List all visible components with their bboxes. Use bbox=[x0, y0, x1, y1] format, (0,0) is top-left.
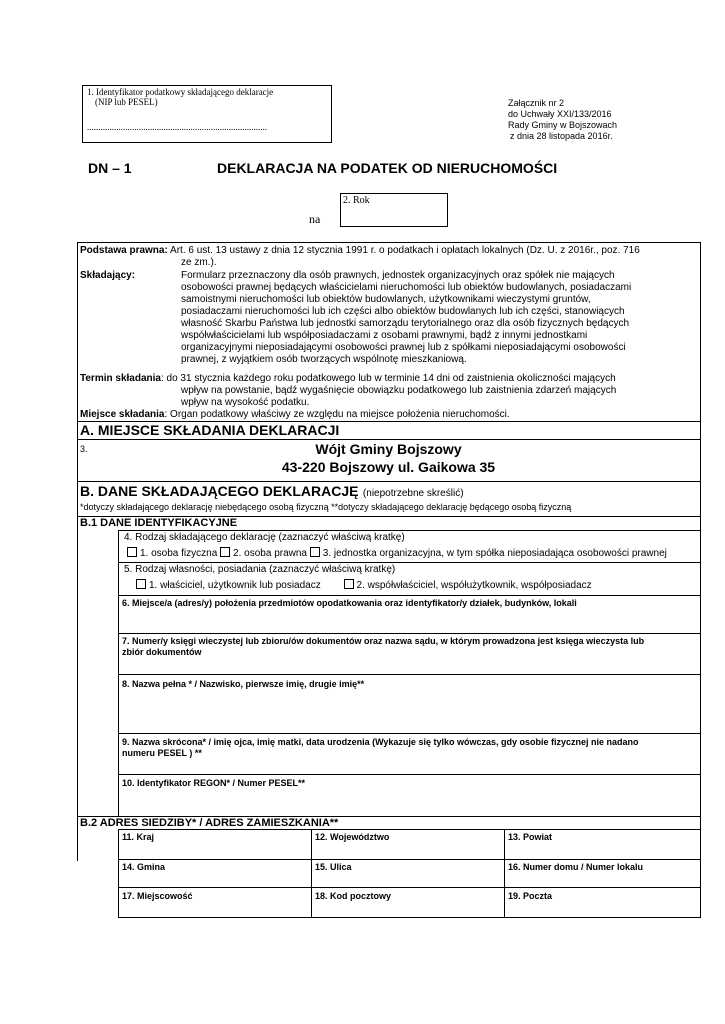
field-10-input[interactable] bbox=[119, 791, 699, 815]
field-5-bottom bbox=[118, 595, 701, 596]
field-9-bottom bbox=[118, 774, 701, 775]
section-b-heading bbox=[80, 483, 464, 502]
deadline bbox=[80, 373, 616, 385]
year-prefix: na bbox=[309, 212, 321, 226]
form-title: DEKLARACJA NA PODATEK OD NIERUCHOMOŚCI bbox=[217, 160, 558, 176]
legal-basis-cont: ze zm.). bbox=[181, 257, 217, 268]
option-label: 3. jednostka organizacyjna, w tym spółka nieposiadająca osobowości prawnej bbox=[322, 548, 667, 559]
section-a-title: A. MIEJSCE SKŁADANIA DEKLARACJI bbox=[80, 422, 340, 438]
field-9-label bbox=[122, 737, 639, 759]
b1-title-bottom bbox=[118, 530, 701, 531]
year-label: 2. Rok bbox=[343, 195, 370, 206]
checkbox-icon[interactable] bbox=[344, 579, 354, 589]
legal-basis-text: Art. 6 ust. 13 ustawy z dnia 12 stycznia 1991 r. o podatkach i opłatach lokalnych (Dz. U. z 2016r., poz. 716 bbox=[170, 245, 640, 256]
section-b-title: B. DANE SKŁADAJĄCEGO DEKLARACJĘ bbox=[80, 483, 359, 499]
legal-basis bbox=[80, 245, 640, 257]
field-6-input[interactable] bbox=[119, 610, 699, 632]
filer-line: Formularz przeznaczony dla osób prawnych, jednostek organizacyjnych oraz spółek nie mających bbox=[181, 270, 615, 281]
field-9-line: numeru PESEL ) ** bbox=[122, 748, 202, 758]
filer-line: posiadaczami nieruchomości lub ich części albo obiektów budowlanych lub ich części, stanowiących bbox=[181, 306, 625, 317]
field-commune[interactable]: 14. Gmina bbox=[122, 862, 166, 872]
field-7-label bbox=[122, 636, 644, 658]
option-label: 2. współwłaściciel, współużytkownik, współposiadacz bbox=[356, 580, 592, 591]
submission-place-text: : Organ podatkowy właściwy ze względu na miejsce położenia nieruchomości. bbox=[164, 409, 510, 420]
attachment-line-4: z dnia 28 listopada 2016r. bbox=[510, 131, 613, 141]
attachment-note bbox=[508, 98, 617, 142]
checkbox-icon[interactable] bbox=[310, 547, 320, 557]
deadline-line: wpływ na powstanie, bądź wygaśnięcie obowiązku podatkowego lub zaistnienia zdarzeń mających bbox=[181, 385, 617, 396]
field-voivodeship[interactable]: 12. Województwo bbox=[315, 832, 390, 842]
field-9-input[interactable] bbox=[119, 760, 699, 773]
filer-line: samoistnymi nieruchomości lub obiektów budowlanych, użytkownikami wieczystymi gruntów, bbox=[181, 294, 591, 305]
section-b-top bbox=[77, 481, 701, 482]
table-left-border bbox=[77, 242, 78, 861]
option-organizational-unit[interactable] bbox=[310, 548, 667, 559]
field-7-line: 7. Numer/y księgi wieczystej lub zbioru/ów dokumentów oraz nazwa sądu, w którym prowadzona jest księga wieczysta lub bbox=[122, 636, 645, 646]
b2-row-divider-1 bbox=[118, 859, 701, 860]
office-name: Wójt Gminy Bojszowy bbox=[315, 441, 462, 457]
filer-line: współwłaścicielami lub współposiadaczami z osobami prawnymi, bądź z innymi jednostkami bbox=[181, 330, 588, 341]
field-8-label: 8. Nazwa pełna * / Nazwisko, pierwsze imię, drugie imię** bbox=[122, 679, 365, 689]
legal-basis-label: Podstawa prawna: bbox=[80, 245, 168, 256]
checkbox-icon[interactable] bbox=[127, 547, 137, 557]
attachment-line-1: Załącznik nr 2 bbox=[508, 98, 565, 108]
section-b-note: (niepotrzebne skreślić) bbox=[362, 488, 464, 499]
b2-col-divider-1 bbox=[311, 829, 312, 918]
section-a-num: 3. bbox=[80, 444, 88, 454]
deadline-line: wpływ na wysokość podatku. bbox=[181, 397, 310, 408]
deadline-cont bbox=[181, 385, 616, 409]
field-country[interactable]: 11. Kraj bbox=[122, 832, 155, 842]
field-house-number[interactable]: 16. Numer domu / Numer lokalu bbox=[508, 862, 644, 872]
field-postal-code[interactable]: 18. Kod pocztowy bbox=[315, 891, 392, 901]
attachment-line-3: Rady Gminy w Bojszowach bbox=[508, 120, 618, 130]
taxpayer-id-sublabel: (NIP lub PESEL) bbox=[95, 97, 158, 107]
option-label: 1. osoba fizyczna bbox=[140, 548, 218, 559]
option-natural-person[interactable] bbox=[127, 548, 217, 559]
field-7-line: zbiór dokumentów bbox=[122, 647, 202, 657]
deadline-text: : do 31 stycznia każdego roku podatkowego lub w terminie 14 dni od zaistnienia okoliczności mających bbox=[160, 373, 616, 384]
filer-line: własność Skarbu Państwa lub jednostki samorządu terytorialnego oraz dla osób fizycznych będących bbox=[181, 318, 630, 329]
submission-place bbox=[80, 409, 510, 421]
b2-col-divider-2 bbox=[504, 829, 505, 918]
field-locality[interactable]: 17. Miejscowość bbox=[122, 891, 193, 901]
option-owner[interactable] bbox=[136, 580, 321, 591]
filer-line: osobowości prawnej będących właścicielami nieruchomości lub obiektów budowlanych, posiadaczami bbox=[181, 282, 632, 293]
field-8-input[interactable] bbox=[119, 692, 699, 732]
section-b-footnote: *dotyczy składającego deklarację niebędącego osobą fizyczną **dotyczy składającego deklarację będącego osobą fizyczną bbox=[80, 502, 572, 512]
filer-line: prawnej, z wyjątkiem osób tworzących wspólnotę mieszkaniową. bbox=[181, 354, 467, 365]
b2-row-divider-2 bbox=[118, 887, 701, 888]
option-co-owner[interactable] bbox=[344, 580, 592, 591]
b2-bottom bbox=[118, 917, 701, 918]
field-9-line: 9. Nazwa skrócona* / imię ojca, imię matki, data urodzenia (Wykazuje się tylko wówczas, gdy osobie fizycznej nie nadano bbox=[122, 737, 639, 747]
deadline-label: Termin składania bbox=[80, 373, 161, 384]
field-5-options bbox=[136, 579, 592, 592]
checkbox-icon[interactable] bbox=[220, 547, 230, 557]
filer-text bbox=[181, 270, 699, 366]
filer-line: organizacyjnymi nieposiadającymi osobowości prawnej lub z spółkami nieposiadającymi osobowości bbox=[181, 342, 626, 353]
field-street[interactable]: 15. Ulica bbox=[315, 862, 352, 872]
option-label: 2. osoba prawna bbox=[233, 548, 307, 559]
field-post-office[interactable]: 19. Poczta bbox=[508, 891, 553, 901]
taxpayer-id-label: 1. Identyfikator podatkowy składającego deklaracje bbox=[87, 87, 274, 97]
field-county[interactable]: 13. Powiat bbox=[508, 832, 553, 842]
option-legal-person[interactable] bbox=[220, 548, 307, 559]
field-8-bottom bbox=[118, 733, 701, 734]
submission-place-label: Miejsce składania bbox=[80, 409, 165, 420]
b2-inner-border bbox=[118, 829, 119, 918]
office-address: 43-220 Bojszowy ul. Gaikowa 35 bbox=[281, 459, 496, 475]
field-5-label: 5. Rodzaj własności, posiadania (zaznaczyć właściwą kratkę) bbox=[124, 564, 396, 575]
field-7-input[interactable] bbox=[119, 660, 699, 673]
b2-title: B.2 ADRES SIEDZIBY* / ADRES ZAMIESZKANIA** bbox=[80, 817, 339, 829]
form-code: DN – 1 bbox=[88, 160, 132, 176]
intro-top-border bbox=[77, 242, 701, 243]
filer-label: Składający: bbox=[80, 270, 136, 281]
taxpayer-id-dots[interactable]: ................................................................................ bbox=[87, 122, 267, 132]
field-6-bottom bbox=[118, 633, 701, 634]
field-6-label: 6. Miejsce/a (adres/y) położenia przedmiotów opodatkowania oraz identyfikator/y działek, budynków, lokali bbox=[122, 598, 577, 608]
attachment-line-2: do Uchwały XXI/133/2016 bbox=[508, 109, 612, 119]
field-10-label: 10. Identyfikator REGON* / Numer PESEL** bbox=[122, 778, 306, 788]
field-4-bottom bbox=[118, 562, 701, 563]
field-4-options bbox=[127, 547, 667, 560]
field-4-label: 4. Rodzaj składającego deklarację (zaznaczyć właściwą kratkę) bbox=[124, 532, 405, 543]
b2-title-bottom bbox=[118, 829, 701, 830]
b1-title: B.1 DANE IDENTYFIKACYJNE bbox=[80, 517, 238, 529]
checkbox-icon[interactable] bbox=[136, 579, 146, 589]
option-label: 1. właściciel, użytkownik lub posiadacz bbox=[149, 580, 321, 591]
field-7-bottom bbox=[118, 674, 701, 675]
